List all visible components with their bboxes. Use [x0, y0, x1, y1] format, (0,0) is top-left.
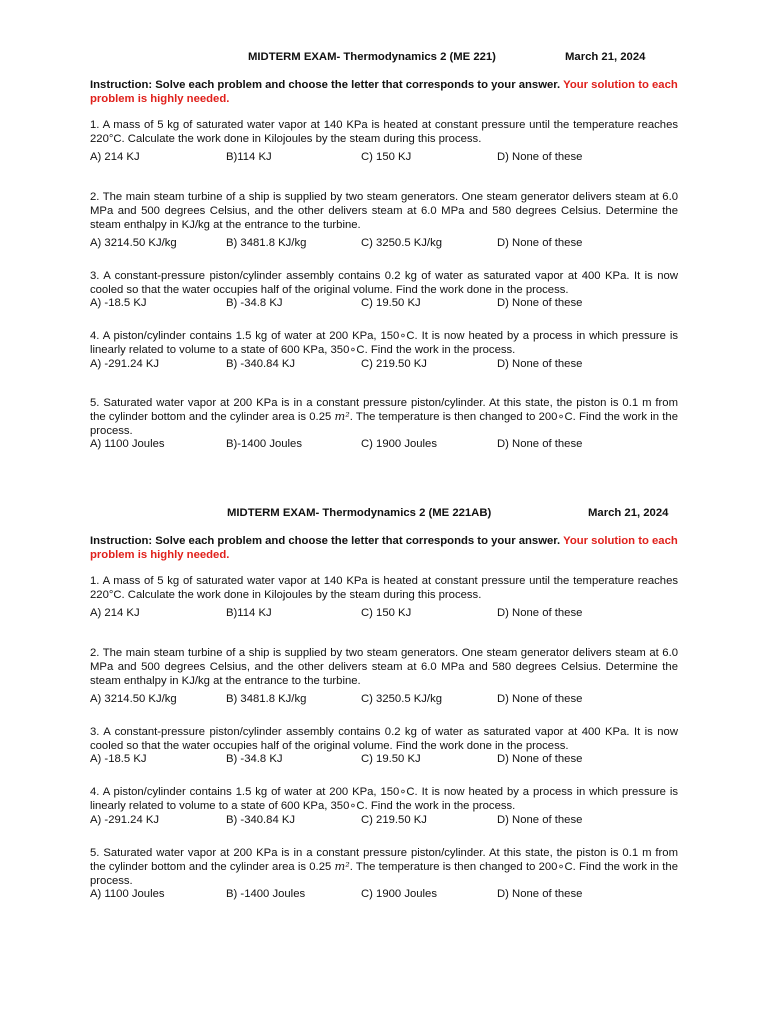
- choice-a: A) -18.5 KJ: [90, 753, 147, 766]
- instruction-emphasis: Your solution to each problem is highly needed.: [90, 79, 678, 105]
- choices-4: [90, 358, 678, 372]
- problem-2: 2. The main steam turbine of a ship is supplied by two steam generators. One steam generator delivers steam at 6.0 MPa and 500 degrees Celsius, and the other delivers steam at 6.0 MPa and 580 degrees Celsius. Determine the steam enthalpy in KJ/kg at the entrance to the turbine.: [90, 191, 678, 231]
- choice-d: D) None of these: [497, 237, 583, 250]
- choice-c: C) 150 KJ: [361, 607, 412, 620]
- choice-c: C) 19.50 KJ: [361, 753, 421, 766]
- instruction-text: Instruction: Solve each problem and choose the letter that corresponds to your answer.: [90, 79, 561, 91]
- choices-5: [90, 888, 678, 902]
- area-unit: m²: [334, 860, 350, 874]
- choice-b: B) -34.8 KJ: [226, 297, 283, 310]
- choice-d: D) None of these: [497, 151, 583, 164]
- choice-a: A) 1100 Joules: [90, 888, 165, 901]
- problem-2: 2. The main steam turbine of a ship is supplied by two steam generators. One steam generator delivers steam at 6.0 MPa and 500 degrees Celsius, and the other delivers steam at 6.0 MPa and 580 degrees Celsius. Determine the steam enthalpy in KJ/kg at the entrance to the turbine.: [90, 647, 678, 687]
- problem-1: 1. A mass of 5 kg of saturated water vapor at 140 KPa is heated at constant pressure until the temperature reaches 220°C. Calculate the work done in Kilojoules by the steam during this process.: [90, 119, 678, 145]
- choice-c: C) 150 KJ: [361, 151, 412, 164]
- choice-b: B) 3481.8 KJ/kg: [226, 693, 307, 706]
- choice-b: B)114 KJ: [226, 607, 272, 620]
- choice-c: C) 219.50 KJ: [361, 813, 427, 826]
- choice-d: D) None of these: [497, 888, 583, 901]
- instruction-emphasis: Your solution to each problem is highly needed.: [90, 535, 678, 561]
- problem-5-text-after: . The temperature is then changed to 200∘C. Find the work in the process.: [90, 411, 678, 437]
- choice-c: C) 19.50 KJ: [361, 297, 421, 310]
- exam-sheet-me221ab: [90, 507, 678, 902]
- choices-5: [90, 438, 678, 452]
- choice-c: C) 1900 Joules: [361, 438, 437, 451]
- choice-d: D) None of these: [497, 297, 583, 310]
- choice-b: B) -340.84 KJ: [226, 813, 296, 826]
- problem-3: 3. A constant-pressure piston/cylinder assembly contains 0.2 kg of water as saturated vapor at 400 KPa. It is now cooled so that the water occupies half of the original volume. Find the work done in the process.: [90, 726, 678, 752]
- choices-4: [90, 814, 678, 828]
- exam-sheet-me221: [90, 51, 678, 452]
- problem-5-text-after: . The temperature is then changed to 200∘C. Find the work in the process.: [90, 861, 678, 887]
- choice-a: A) -291.24 KJ: [90, 813, 160, 826]
- exam-date: March 21, 2024: [588, 507, 669, 519]
- choice-b: B)114 KJ: [226, 151, 272, 164]
- choices-3: [90, 297, 678, 311]
- instruction: [90, 79, 678, 106]
- problem-5-text-before: 5. Saturated water vapor at 200 KPa is in a constant pressure piston/cylinder. At this state, the piston is 0.1 m from the cylinder bottom and the cylinder area is 0.25: [90, 846, 678, 874]
- instruction-text: Instruction: Solve each problem and choose the letter that corresponds to your answer.: [90, 535, 561, 547]
- exam-title: MIDTERM EXAM- Thermodynamics 2 (ME 221): [248, 51, 496, 63]
- choice-c: C) 3250.5 KJ/kg: [361, 237, 443, 250]
- choices-2: [90, 693, 678, 707]
- choice-a: A) -18.5 KJ: [90, 297, 147, 310]
- problem-4: 4. A piston/cylinder contains 1.5 kg of water at 200 KPa, 150∘C. It is now heated by a process in which pressure is linearly related to volume to a state of 600 KPa, 350∘C. Find the work in the process.: [90, 330, 678, 356]
- problem-5: [90, 397, 678, 439]
- exam-date: March 21, 2024: [565, 51, 646, 63]
- choice-d: D) None of these: [497, 693, 583, 706]
- exam-header: [90, 507, 678, 521]
- exam-header: [90, 51, 678, 65]
- choice-a: A) 3214.50 KJ/kg: [90, 237, 177, 250]
- choices-2: [90, 237, 678, 251]
- problem-4: 4. A piston/cylinder contains 1.5 kg of water at 200 KPa, 150∘C. It is now heated by a process in which pressure is linearly related to volume to a state of 600 KPa, 350∘C. Find the work in the process.: [90, 786, 678, 812]
- choice-d: D) None of these: [497, 813, 583, 826]
- choice-c: C) 219.50 KJ: [361, 357, 427, 370]
- choice-b: B) -1400 Joules: [226, 888, 306, 901]
- problem-5-text-before: 5. Saturated water vapor at 200 KPa is in a constant pressure piston/cylinder. At this state, the piston is 0.1 m from the cylinder bottom and the cylinder area is 0.25: [90, 396, 678, 424]
- choice-a: A) 1100 Joules: [90, 438, 165, 451]
- choice-d: D) None of these: [497, 607, 583, 620]
- choice-d: D) None of these: [497, 753, 583, 766]
- choice-a: A) -291.24 KJ: [90, 357, 160, 370]
- choice-b: B) 3481.8 KJ/kg: [226, 237, 307, 250]
- choice-d: D) None of these: [497, 357, 583, 370]
- choices-1: [90, 607, 678, 621]
- choice-b: B)-1400 Joules: [226, 438, 302, 451]
- choices-3: [90, 753, 678, 767]
- problem-3: 3. A constant-pressure piston/cylinder assembly contains 0.2 kg of water as saturated vapor at 400 KPa. It is now cooled so that the water occupies half of the original volume. Find the work done in the process.: [90, 270, 678, 296]
- instruction: [90, 535, 678, 562]
- area-unit: m²: [334, 410, 350, 424]
- problem-5: [90, 847, 678, 889]
- choice-d: D) None of these: [497, 438, 583, 451]
- choice-a: A) 214 KJ: [90, 607, 140, 620]
- exam-title: MIDTERM EXAM- Thermodynamics 2 (ME 221AB): [227, 507, 492, 519]
- problem-1: 1. A mass of 5 kg of saturated water vapor at 140 KPa is heated at constant pressure until the temperature reaches 220°C. Calculate the work done in Kilojoules by the steam during this process.: [90, 575, 678, 601]
- choice-c: C) 1900 Joules: [361, 888, 437, 901]
- choice-b: B) -340.84 KJ: [226, 357, 296, 370]
- choice-b: B) -34.8 KJ: [226, 753, 283, 766]
- choice-c: C) 3250.5 KJ/kg: [361, 693, 443, 706]
- choice-a: A) 214 KJ: [90, 151, 140, 164]
- choice-a: A) 3214.50 KJ/kg: [90, 693, 177, 706]
- choices-1: [90, 151, 678, 165]
